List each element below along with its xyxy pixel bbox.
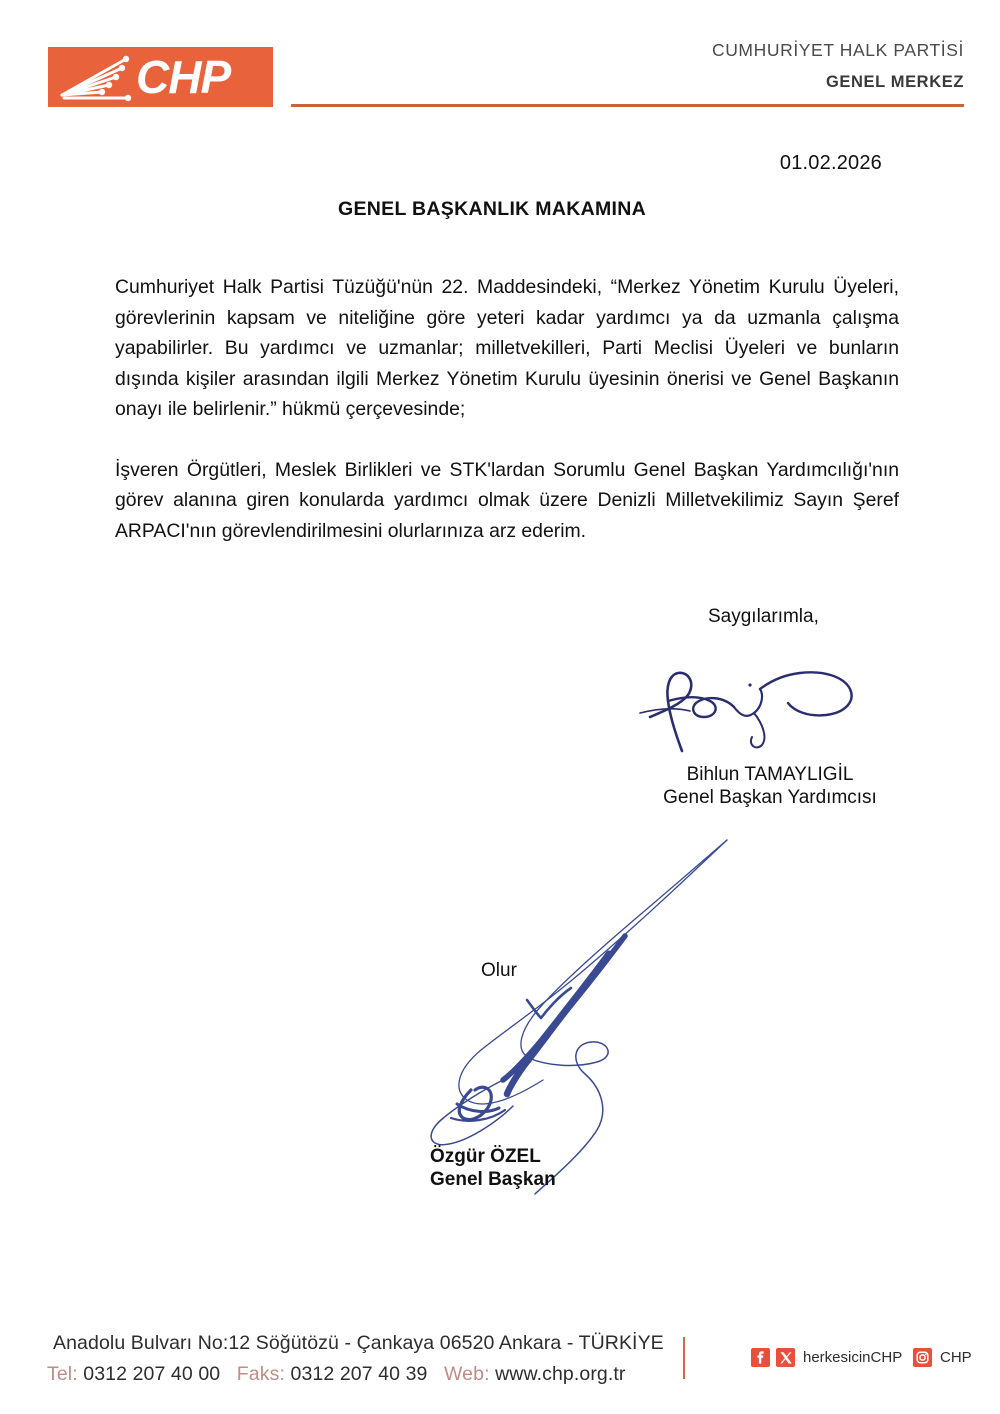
organization-name: CUMHURİYET HALK PARTİSİ	[711, 40, 964, 60]
footer-fax-value: 0312 207 40 39	[290, 1363, 428, 1385]
deputy-role: Genel Başkan Yardımcısı	[663, 787, 877, 808]
footer-contact	[47, 1363, 625, 1386]
footer-web-label: Web:	[444, 1363, 490, 1385]
x-icon[interactable]	[776, 1348, 795, 1367]
footer-fax-label: Faks:	[236, 1363, 285, 1385]
header-divider-rule	[291, 104, 964, 107]
document-date: 01.02.2026	[779, 152, 882, 174]
footer-tel-value: 0312 207 40 00	[83, 1363, 221, 1385]
page-title: GENEL BAŞKANLIK MAKAMINA	[338, 198, 647, 220]
approval-label: Olur	[481, 960, 517, 981]
regards-text: Saygılarımla,	[708, 606, 819, 627]
svg-text:CHP: CHP	[136, 51, 231, 103]
instagram-icon[interactable]	[913, 1348, 932, 1367]
facebook-icon[interactable]	[751, 1348, 770, 1367]
social-group-chp	[913, 1348, 972, 1367]
footer-address: Anadolu Bulvarı No:12 Söğütözü - Çankaya 06520 Ankara - TÜRKİYE	[53, 1332, 664, 1354]
organization-subtitle: GENEL MERKEZ	[826, 73, 964, 91]
chairman-role: Genel Başkan	[430, 1169, 556, 1190]
deputy-signature-image	[628, 655, 888, 765]
chp-arrows-icon	[54, 51, 138, 103]
footer-web-value[interactable]: www.chp.org.tr	[495, 1363, 626, 1385]
paragraph-2: İşveren Örgütleri, Meslek Birlikleri ve STK'lardan Sorumlu Genel Başkan Yardımcılığı'nın görev alanına giren konularda yardımcı olmak üzere Denizli Milletvekilimiz Sayın Şeref ARPACI'nın görevlendirilmesini olurlarınıza arz ederim.	[115, 458, 899, 542]
chp-wordmark	[136, 50, 271, 105]
footer-vertical-divider	[683, 1337, 685, 1379]
chairman-name: Özgür ÖZEL	[430, 1146, 541, 1167]
chp-logo	[48, 47, 273, 107]
social-handle-herkesicinchp: herkesicinCHP	[803, 1349, 903, 1366]
deputy-name: Bihlun TAMAYLIGİL	[686, 764, 854, 785]
paragraph-1: Cumhuriyet Halk Partisi Tüzüğü'nün 22. Maddesindeki, “Merkez Yönetim Kurulu Üyeleri, görevlerinin kapsam ve niteliğine göre yeteri kadar yardımcı ya da uzmanla çalışma yapabilirler. Bu yardımcı ve uzmanlar; milletvekilleri, Parti Meclisi Üyeleri ve bunların dışında kişiler arasından ilgili Merkez Yönetim Kurulu üyesinin önerisi ve Genel Başkanın onayı ile belirlenir.” hükmü çerçevesinde;	[115, 276, 899, 420]
document-body	[115, 272, 899, 546]
social-group-herkesicinchp	[751, 1348, 902, 1367]
social-handle-chp: CHP	[940, 1349, 972, 1366]
footer-tel-label: Tel:	[47, 1363, 78, 1385]
